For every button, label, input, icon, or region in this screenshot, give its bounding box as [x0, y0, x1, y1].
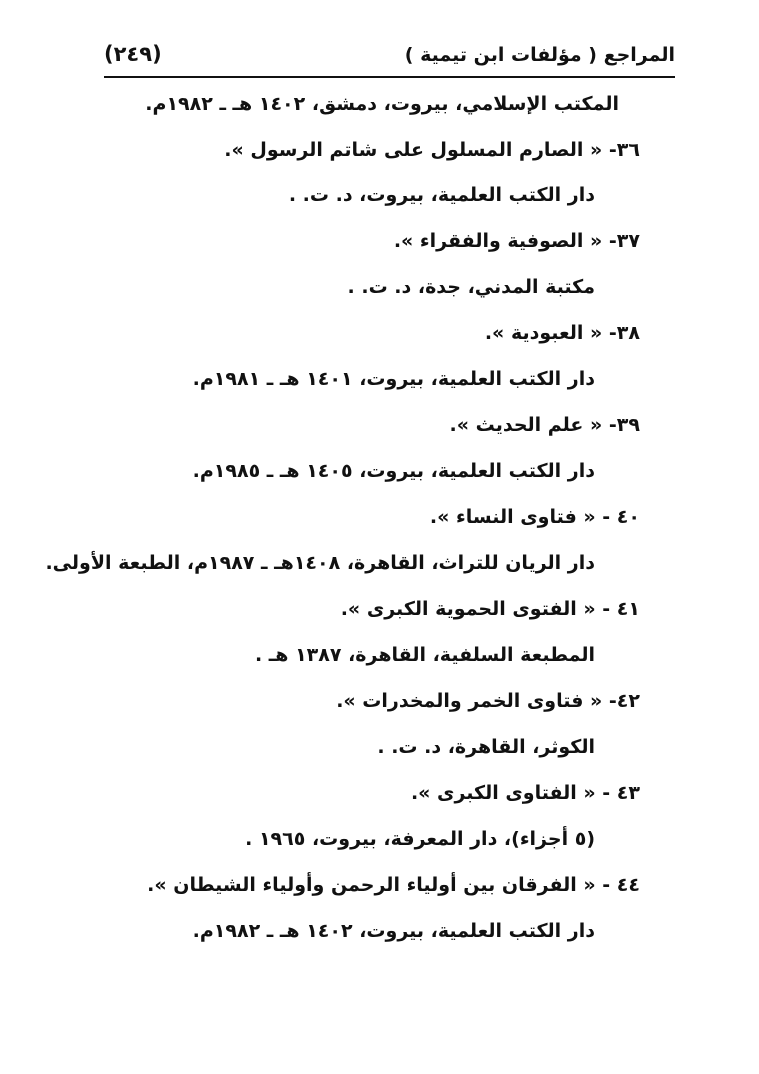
reference-entry-40: ٤٠ - « فتاوى النساء ».: [429, 506, 640, 528]
reference-publisher-line: الكوثر، القاهرة، د. ت. .: [377, 736, 595, 758]
reference-publisher-line: دار الكتب العلمية، بيروت، ١٤٠٢ هـ ـ ١٩٨٢م.: [192, 920, 595, 942]
page-number: (٢٤٩): [104, 42, 162, 66]
reference-publisher-line: مكتبة المدني، جدة، د. ت. .: [347, 276, 595, 298]
reference-publisher-line: دار الكتب العلمية، بيروت، د. ت. .: [288, 184, 595, 206]
header-rule: [104, 76, 675, 78]
reference-publisher-line: المكتب الإسلامي، بيروت، دمشق، ١٤٠٢ هـ ـ ١٩٨٢م.: [145, 93, 619, 115]
reference-publisher-line: المطبعة السلفية، القاهرة، ١٣٨٧ هـ .: [254, 644, 595, 666]
page-header: [104, 38, 675, 78]
reference-publisher-line: دار الكتب العلمية، بيروت، ١٤٠٥ هـ ـ ١٩٨٥م.: [192, 460, 595, 482]
reference-entry-38: ٣٨- « العبودية ».: [484, 322, 640, 344]
running-title: المراجع ( مؤلفات ابن تيمية ): [404, 44, 675, 66]
reference-publisher-line: دار الكتب العلمية، بيروت، ١٤٠١ هـ ـ ١٩٨١م.: [192, 368, 595, 390]
reference-entry-41: ٤١ - « الفتوى الحموية الكبرى ».: [340, 598, 640, 620]
reference-entry-44: ٤٤ - « الفرقان بين أولياء الرحمن وأولياء الشيطان ».: [147, 874, 640, 896]
reference-entry-39: ٣٩- « علم الحديث ».: [449, 414, 640, 436]
reference-publisher-line: (٥ أجزاء)، دار المعرفة، بيروت، ١٩٦٥ .: [245, 828, 595, 850]
reference-publisher-line: دار الريان للتراث، القاهرة، ١٤٠٨هـ ـ ١٩٨٧م، الطبعة الأولى.: [45, 552, 595, 574]
reference-entry-43: ٤٣ - « الفتاوى الكبرى ».: [410, 782, 640, 804]
reference-entry-37: ٣٧- « الصوفية والفقراء ».: [393, 230, 640, 252]
reference-entry-36: ٣٦- « الصارم المسلول على شاتم الرسول ».: [224, 139, 640, 161]
reference-entry-42: ٤٢- « فتاوى الخمر والمخدرات ».: [336, 690, 640, 712]
